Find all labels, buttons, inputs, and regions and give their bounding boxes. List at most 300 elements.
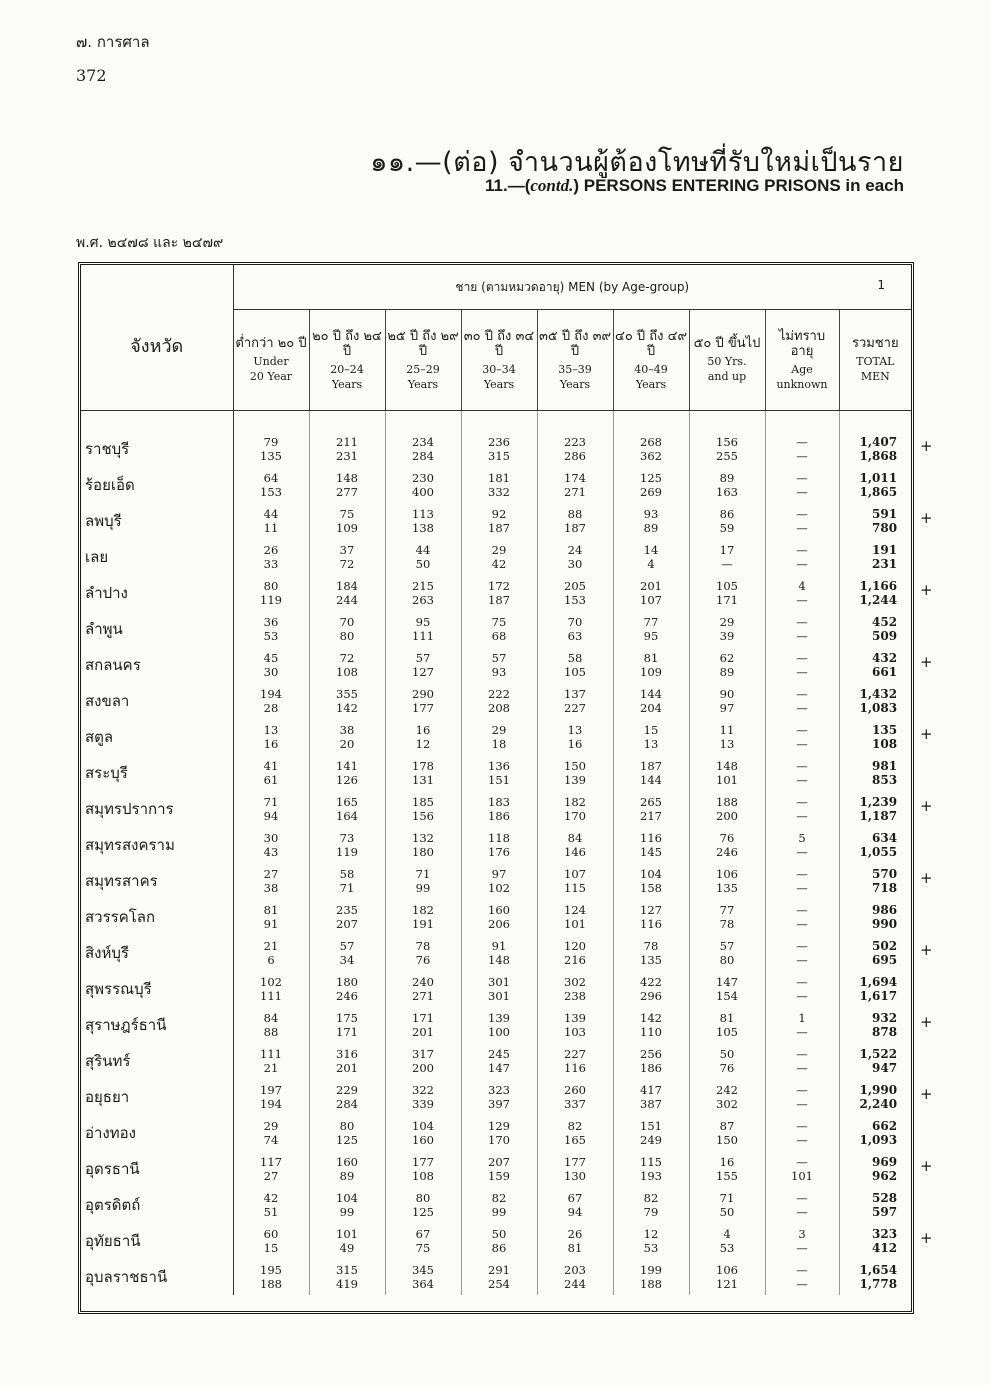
value-cell (765, 503, 839, 539)
value-1936: 171 (336, 1025, 358, 1039)
province-name: เลย (81, 539, 233, 575)
value-1936: 286 (564, 449, 586, 463)
value-cell (309, 1007, 385, 1043)
value-1935: 981 (872, 759, 898, 773)
value-1935: 417 (640, 1083, 662, 1097)
value-cell (537, 791, 613, 827)
value-1936: 38 (263, 881, 279, 895)
value-cell (765, 791, 839, 827)
value-1936: 88 (263, 1025, 279, 1039)
value-cell (613, 791, 689, 827)
value-cell (233, 431, 309, 467)
column-header-en2: Years (331, 377, 363, 391)
value-cell (689, 539, 765, 575)
value-cell (537, 827, 613, 863)
value-1936: 244 (336, 593, 358, 607)
value-cell (461, 575, 537, 611)
column-header-thai: ๔๐ ปี ถึง ๔๙ ปี (614, 328, 687, 359)
table-row (81, 1079, 911, 1115)
value-1936: 101 (564, 917, 586, 931)
province-name: อุบลราชธานี (81, 1259, 233, 1295)
value-cell (385, 1187, 461, 1223)
table-row (81, 431, 911, 467)
value-1936: 150 (716, 1133, 738, 1147)
value-1936: 194 (260, 1097, 282, 1111)
value-1935: 932 (872, 1011, 898, 1025)
section-label: ๗. การศาล (76, 33, 150, 51)
value-1936: 76 (415, 953, 431, 967)
value-1935: 317 (412, 1047, 434, 1061)
value-1935: 17 (719, 543, 735, 557)
value-cell (385, 791, 461, 827)
table-row (81, 647, 911, 683)
value-1936: 153 (564, 593, 586, 607)
value-1935: 1,654 (859, 1263, 898, 1277)
value-1936: 4 (647, 557, 655, 571)
plus-mark: + (920, 581, 933, 599)
value-1935: 139 (488, 1011, 510, 1025)
column-header-en2: 20 Year (249, 370, 293, 383)
value-1935: 234 (412, 435, 434, 449)
value-1935: 111 (260, 1047, 282, 1061)
table-row (81, 755, 911, 791)
value-1935: 1,239 (859, 795, 898, 809)
value-1936: — (796, 1241, 808, 1255)
value-cell (309, 647, 385, 683)
value-1935: 78 (643, 939, 659, 953)
value-1935: 199 (640, 1263, 662, 1277)
value-cell (309, 719, 385, 755)
value-1935: — (796, 939, 808, 953)
value-cell (689, 1151, 765, 1187)
value-1935: — (796, 507, 808, 521)
value-1936: 30 (567, 557, 583, 571)
value-cell (233, 899, 309, 935)
spacer-row (81, 411, 911, 432)
value-1935: 88 (567, 507, 583, 521)
title-english (485, 176, 904, 196)
value-1936: 186 (488, 809, 510, 823)
value-1936: 1,778 (859, 1277, 898, 1291)
value-1935: 67 (567, 1191, 583, 1205)
value-cell (613, 683, 689, 719)
value-1936: 75 (415, 1241, 431, 1255)
value-cell (537, 971, 613, 1007)
value-cell (461, 827, 537, 863)
value-1935: 141 (336, 759, 358, 773)
value-cell (765, 1079, 839, 1115)
value-cell (765, 935, 839, 971)
value-1936: 105 (564, 665, 586, 679)
value-1935: 58 (567, 651, 583, 665)
value-1935: 29 (491, 723, 507, 737)
value-1935: 71 (719, 1191, 735, 1205)
value-1935: 240 (412, 975, 434, 989)
value-cell (385, 1079, 461, 1115)
column-header-en1: 35–39 (558, 362, 592, 376)
value-1935: 50 (491, 1227, 507, 1241)
spacer-cell (81, 411, 233, 432)
value-cell (309, 1259, 385, 1295)
value-1935: — (796, 1119, 808, 1133)
value-cell (613, 1259, 689, 1295)
value-1936: 191 (412, 917, 434, 931)
value-1936: 89 (339, 1169, 355, 1183)
value-1936: 160 (412, 1133, 434, 1147)
column-header (537, 310, 613, 411)
value-cell (385, 647, 461, 683)
value-1936: 142 (336, 701, 358, 715)
value-1935: 147 (716, 975, 738, 989)
value-1935: 97 (491, 867, 507, 881)
total-cell (839, 863, 911, 899)
value-1936: 187 (488, 521, 510, 535)
value-1936: 16 (263, 737, 279, 751)
value-1936: — (796, 629, 808, 643)
value-cell (461, 1223, 537, 1259)
value-1935: 105 (716, 579, 738, 593)
value-1936: 165 (564, 1133, 586, 1147)
value-cell (765, 971, 839, 1007)
value-cell (689, 683, 765, 719)
value-cell (537, 647, 613, 683)
value-1935: 268 (640, 435, 662, 449)
value-cell (537, 1007, 613, 1043)
total-cell (839, 1079, 911, 1115)
value-1936: 15 (263, 1241, 279, 1255)
value-1935: 1,990 (859, 1083, 898, 1097)
value-1936: 126 (336, 773, 358, 787)
value-1935: 151 (640, 1119, 662, 1133)
province-name: อุดรธานี (81, 1151, 233, 1187)
value-cell (309, 575, 385, 611)
value-cell (385, 1259, 461, 1295)
value-1935: 62 (719, 651, 735, 665)
total-cell (839, 1043, 911, 1079)
value-1936: 99 (339, 1205, 355, 1219)
value-1935: 316 (336, 1047, 358, 1061)
value-1935: — (796, 1191, 808, 1205)
value-cell (461, 971, 537, 1007)
value-cell (233, 647, 309, 683)
value-cell (537, 503, 613, 539)
value-cell (765, 899, 839, 935)
value-cell (765, 1115, 839, 1151)
value-cell (233, 1079, 309, 1115)
value-1935: 102 (260, 975, 282, 989)
value-1935: 137 (564, 687, 586, 701)
value-cell (689, 1007, 765, 1043)
total-cell (839, 1151, 911, 1187)
value-cell (613, 1223, 689, 1259)
value-1936: 34 (339, 953, 355, 967)
value-1936: 206 (488, 917, 510, 931)
value-1935: 90 (719, 687, 735, 701)
province-name: อ่างทอง (81, 1115, 233, 1151)
value-cell (613, 755, 689, 791)
value-1935: 38 (339, 723, 355, 737)
value-1935: 184 (336, 579, 358, 593)
total-cell (839, 1115, 911, 1151)
value-1936: — (796, 917, 808, 931)
value-1935: 82 (491, 1191, 507, 1205)
value-1935: 91 (491, 939, 507, 953)
value-cell (385, 1151, 461, 1187)
value-cell (537, 899, 613, 935)
value-1935: 177 (564, 1155, 586, 1169)
value-1935: 136 (488, 759, 510, 773)
value-1935: 986 (872, 903, 898, 917)
value-1935: 27 (263, 867, 279, 881)
value-1936: 387 (640, 1097, 662, 1111)
column-header-en1: 50 Yrs. (707, 355, 747, 368)
value-1936: 107 (640, 593, 662, 607)
total-cell (839, 899, 911, 935)
value-cell (537, 1079, 613, 1115)
value-1935: 93 (643, 507, 659, 521)
value-cell (461, 467, 537, 503)
total-cell (839, 467, 911, 503)
value-cell (309, 1151, 385, 1187)
value-1936: 138 (412, 521, 434, 535)
value-cell (613, 863, 689, 899)
table-row (81, 1223, 911, 1259)
value-1936: 271 (564, 485, 586, 499)
value-1935: 82 (567, 1119, 583, 1133)
value-1936: 244 (564, 1277, 586, 1291)
value-1935: 175 (336, 1011, 358, 1025)
value-1936: — (796, 953, 808, 967)
value-1936: 61 (263, 773, 279, 787)
value-cell (765, 1259, 839, 1295)
value-1935: 422 (640, 975, 662, 989)
table-row (81, 1115, 911, 1151)
value-1936: 50 (719, 1205, 735, 1219)
value-1936: 53 (643, 1241, 659, 1255)
column-header-en1: TOTAL (856, 355, 895, 368)
value-cell (765, 719, 839, 755)
value-1936: — (796, 845, 808, 859)
value-1936: 13 (643, 737, 659, 751)
value-cell (537, 1115, 613, 1151)
value-1935: 116 (640, 831, 662, 845)
value-1936: 208 (488, 701, 510, 715)
value-cell (537, 935, 613, 971)
value-cell (233, 719, 309, 755)
total-cell (839, 791, 911, 827)
value-1936: 200 (716, 809, 738, 823)
plus-mark: + (920, 797, 933, 815)
value-cell (689, 719, 765, 755)
value-cell (765, 827, 839, 863)
value-1936: 76 (719, 1061, 735, 1075)
value-1936: 201 (412, 1025, 434, 1039)
value-1936: — (796, 701, 808, 715)
value-1935: 570 (872, 867, 898, 881)
value-1935: 87 (719, 1119, 735, 1133)
value-cell (309, 683, 385, 719)
value-1935: 201 (640, 579, 662, 593)
value-cell (309, 503, 385, 539)
value-1936: — (796, 521, 808, 535)
value-1935: 30 (263, 831, 279, 845)
column-header-en1: Age (791, 362, 813, 376)
value-cell (385, 971, 461, 1007)
value-1935: 177 (412, 1155, 434, 1169)
spacer-cell (385, 411, 461, 432)
value-1936: 187 (488, 593, 510, 607)
value-1936: 42 (491, 557, 507, 571)
value-1935: 44 (263, 507, 279, 521)
value-cell (309, 827, 385, 863)
value-1935: 115 (640, 1155, 662, 1169)
value-1936: 1,055 (859, 845, 898, 859)
value-1935: 75 (339, 507, 355, 521)
value-1935: 211 (336, 435, 358, 449)
column-header (461, 310, 537, 411)
value-cell (537, 683, 613, 719)
value-1935: 113 (412, 507, 434, 521)
value-1935: 71 (263, 795, 279, 809)
value-1936: — (796, 989, 808, 1003)
total-cell (839, 539, 911, 575)
value-1936: 81 (567, 1241, 583, 1255)
value-1935: 104 (640, 867, 662, 881)
value-1936: — (796, 485, 808, 499)
value-cell (385, 719, 461, 755)
value-1936: 144 (640, 773, 662, 787)
total-cell (839, 719, 911, 755)
value-1936: 135 (640, 953, 662, 967)
value-cell (765, 611, 839, 647)
value-cell (461, 791, 537, 827)
value-cell (309, 539, 385, 575)
value-1936: 97 (719, 701, 735, 715)
column-header-en2: unknown (776, 377, 828, 391)
value-1936: 27 (263, 1169, 279, 1183)
value-1935: 50 (719, 1047, 735, 1061)
value-1936: 80 (339, 629, 355, 643)
title-en-prefix: 11.—( (485, 176, 531, 195)
value-cell (461, 539, 537, 575)
value-cell (613, 1115, 689, 1151)
value-cell (385, 611, 461, 647)
table-row (81, 539, 911, 575)
value-1935: 89 (719, 471, 735, 485)
value-1935: 432 (872, 651, 898, 665)
value-1936: 101 (716, 773, 738, 787)
value-1935: 42 (263, 1191, 279, 1205)
value-1936: 990 (872, 917, 898, 931)
value-cell (385, 755, 461, 791)
value-1936: 254 (488, 1277, 510, 1291)
value-1936: 1,244 (859, 593, 898, 607)
value-1936: — (796, 593, 808, 607)
value-1935: 57 (719, 939, 735, 953)
value-1935: 129 (488, 1119, 510, 1133)
value-1936: 263 (412, 593, 434, 607)
value-cell (385, 467, 461, 503)
value-1935: 16 (415, 723, 431, 737)
value-cell (385, 539, 461, 575)
value-1936: 200 (412, 1061, 434, 1075)
value-1936: 39 (719, 629, 735, 643)
value-1935: 150 (564, 759, 586, 773)
value-cell (461, 863, 537, 899)
value-1936: 2,240 (859, 1097, 898, 1111)
value-1935: 4 (798, 579, 806, 593)
value-1936: 302 (716, 1097, 738, 1111)
table-row (81, 683, 911, 719)
value-1936: 1,865 (859, 485, 898, 499)
value-cell (689, 647, 765, 683)
value-cell (233, 1043, 309, 1079)
value-1935: 29 (491, 543, 507, 557)
plus-mark: + (920, 1229, 933, 1247)
table-row (81, 611, 911, 647)
value-1935: 41 (263, 759, 279, 773)
plus-mark: + (920, 1085, 933, 1103)
value-1936: 135 (716, 881, 738, 895)
column-header-thai: ไม่ทราบ อายุ (778, 328, 826, 359)
table-row (81, 863, 911, 899)
plus-mark: + (920, 653, 933, 671)
value-1936: 63 (567, 629, 583, 643)
value-1935: 57 (415, 651, 431, 665)
value-1935: 1,522 (859, 1047, 898, 1061)
value-1935: — (796, 1155, 808, 1169)
value-cell (309, 863, 385, 899)
value-cell (233, 611, 309, 647)
value-1935: 502 (872, 939, 898, 953)
title-en-suffix: ) PERSONS ENTERING PRISONS in each (573, 176, 904, 195)
value-cell (689, 863, 765, 899)
value-1936: 156 (412, 809, 434, 823)
value-cell (765, 539, 839, 575)
value-cell (309, 1223, 385, 1259)
table-row (81, 1151, 911, 1187)
value-1935: 15 (643, 723, 659, 737)
value-1936: — (796, 881, 808, 895)
value-cell (537, 719, 613, 755)
value-1935: 11 (719, 723, 735, 737)
value-1935: 104 (336, 1191, 358, 1205)
value-cell (613, 1079, 689, 1115)
value-cell (613, 935, 689, 971)
value-1935: 73 (339, 831, 355, 845)
value-1935: 95 (415, 615, 431, 629)
value-1935: 144 (640, 687, 662, 701)
value-1935: — (796, 615, 808, 629)
value-1935: 81 (643, 651, 659, 665)
value-1935: 3 (798, 1227, 806, 1241)
table-row (81, 971, 911, 1007)
value-1936: 20 (339, 737, 355, 751)
value-1936: 91 (263, 917, 279, 931)
value-1936: 332 (488, 485, 510, 499)
province-name: สมุทรสาคร (81, 863, 233, 899)
title-thai: ๑๑.—(ต่อ) จำนวนผู้ต้องโทษที่รับใหม่เป็นราย (370, 147, 904, 178)
value-cell (689, 575, 765, 611)
value-1936: — (796, 1277, 808, 1291)
value-cell (385, 503, 461, 539)
value-cell (537, 539, 613, 575)
value-1936: 119 (260, 593, 282, 607)
value-1936: 80 (719, 953, 735, 967)
value-1936: 94 (263, 809, 279, 823)
value-1935: 37 (339, 543, 355, 557)
value-1935: 57 (491, 651, 507, 665)
